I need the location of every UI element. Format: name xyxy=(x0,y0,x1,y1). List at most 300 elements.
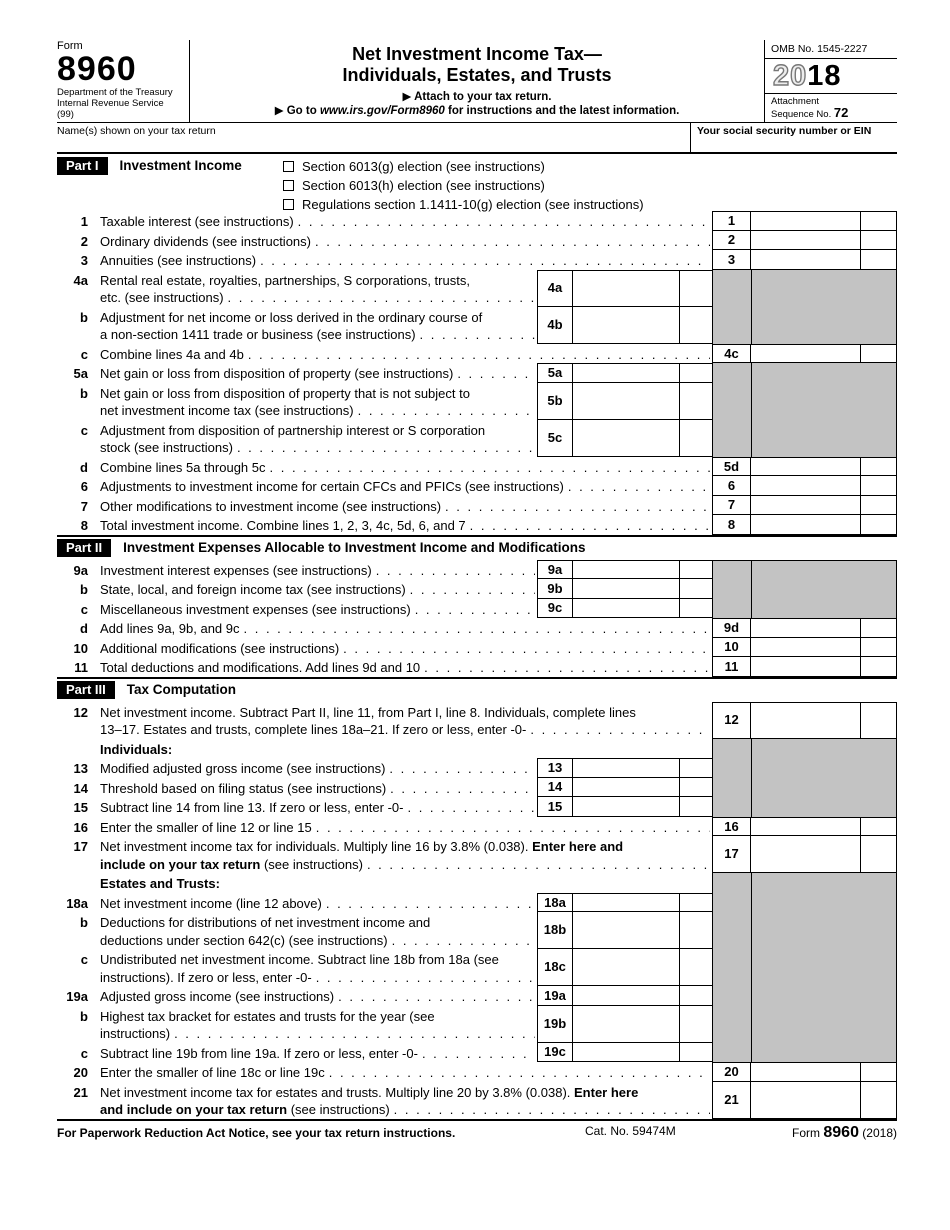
line-number: 16 xyxy=(73,819,88,835)
entry-line-label: 10 xyxy=(712,638,750,658)
line-number: d xyxy=(80,621,88,636)
line-text: a non-section 1411 trade or business (see instructions) xyxy=(100,327,416,342)
dot-leader xyxy=(363,856,710,874)
line-number xyxy=(57,739,88,759)
line-9c-row xyxy=(57,599,897,619)
dot-leader xyxy=(339,640,710,658)
line-text: instructions). If zero or less, enter -0- xyxy=(100,969,312,985)
line-6-row xyxy=(57,476,897,496)
line-text: net investment income tax (see instructions) xyxy=(100,403,354,418)
line-16-row xyxy=(57,817,897,837)
entry-line-label: 13 xyxy=(537,758,572,778)
shaded-cell xyxy=(712,560,897,580)
line-number: 10 xyxy=(73,640,88,656)
line-description xyxy=(88,515,712,535)
line-5a-amount-field[interactable] xyxy=(572,363,712,383)
dot-leader xyxy=(403,799,535,817)
entry-line-label: 5a xyxy=(537,363,572,383)
line-description xyxy=(88,250,712,270)
line-text-bold: include on your tax return xyxy=(100,856,261,872)
estates-trusts-heading-row xyxy=(57,873,897,893)
line-text: stock (see instructions) xyxy=(100,440,233,455)
line-4b-amount-field[interactable] xyxy=(572,307,712,344)
line-number: 12 xyxy=(73,704,88,720)
regulations-1411-10g-checkbox[interactable] xyxy=(283,199,294,210)
line-text: Undistributed net investment income. Subtract line 18b from 18a (see xyxy=(100,952,499,967)
individuals-heading: Individuals: xyxy=(100,741,173,757)
line-8-amount-field[interactable] xyxy=(750,515,897,535)
estates-trusts-heading: Estates and Trusts: xyxy=(100,876,220,891)
attach-note: ▶ Attach to your tax return. xyxy=(402,91,552,103)
line-number: 14 xyxy=(73,780,88,796)
taxpayer-row xyxy=(57,123,897,154)
shaded-cell xyxy=(712,778,897,798)
entry-line-label: 9d xyxy=(712,618,750,638)
line-number: 20 xyxy=(73,1065,88,1080)
line-text: etc. (see instructions) xyxy=(100,290,224,305)
line-number: 15 xyxy=(73,800,88,815)
line-description xyxy=(88,986,537,1006)
line-text: Additional modifications (see instructions) xyxy=(100,640,340,656)
goto-note xyxy=(190,103,764,117)
line-14-amount-field[interactable] xyxy=(572,778,712,798)
line-text: Deductions for distributions of net investment income and xyxy=(100,915,431,930)
entry-line-label: 11 xyxy=(712,657,750,677)
dot-leader xyxy=(244,346,710,364)
dot-leader xyxy=(420,659,710,677)
line-18a-amount-field[interactable] xyxy=(572,893,712,913)
irs-url: www.irs.gov/Form8960 xyxy=(319,105,445,117)
line-description xyxy=(88,912,537,949)
entry-line-label: 6 xyxy=(712,476,750,496)
dot-leader xyxy=(564,478,710,496)
dot-leader xyxy=(266,459,711,477)
entry-line-label: 5b xyxy=(537,383,572,420)
line-number: b xyxy=(80,915,88,930)
line-text: Adjusted gross income (see instructions) xyxy=(100,989,335,1004)
line-number: d xyxy=(80,459,88,475)
paperwork-notice: For Paperwork Reduction Act Notice, see your tax return instructions. xyxy=(57,1125,456,1140)
line-description xyxy=(88,1062,712,1082)
line-text: Net investment income. Subtract Part II, line 11, from Part I, line 8. Individuals, complete lines xyxy=(100,704,636,720)
dot-leader xyxy=(312,819,710,837)
line-18b-amount-field[interactable] xyxy=(572,912,712,949)
section-6013g-checkbox[interactable] xyxy=(283,161,294,172)
election-checkboxes xyxy=(283,157,644,214)
line-2-row xyxy=(57,231,897,251)
line-description xyxy=(88,383,537,420)
part1-badge: Part I xyxy=(57,157,108,175)
entry-line-label: 5d xyxy=(712,457,750,477)
goto-prefix: ▶ Go to xyxy=(274,105,320,117)
entry-line-label: 2 xyxy=(712,231,750,251)
line-description xyxy=(88,949,537,986)
line-10-amount-field[interactable] xyxy=(750,638,897,658)
line-description xyxy=(88,657,712,677)
line-5b-amount-field[interactable] xyxy=(572,383,712,420)
entry-line-label: 4b xyxy=(537,307,572,344)
line-11-amount-field[interactable] xyxy=(750,657,897,677)
line-number: 17 xyxy=(73,839,88,854)
attachment-label: Attachment xyxy=(771,96,820,107)
line-number: 7 xyxy=(80,498,88,514)
line-text: Other modifications to investment income (see instructions) xyxy=(100,498,442,514)
dot-leader xyxy=(466,517,710,535)
line-number: 8 xyxy=(80,518,88,533)
part2-title: Investment Expenses Allocable to Investment Income and Modifications xyxy=(123,540,586,555)
line-text: Rental real estate, royalties, partnerships, S corporations, trusts, xyxy=(100,272,470,288)
line-19c-amount-field[interactable] xyxy=(572,1043,712,1063)
line-21-row xyxy=(57,1082,897,1119)
line-text: Enter the smaller of line 18c or line 19c xyxy=(100,1065,325,1080)
line-text: Net investment income tax for individuals. Multiply line 16 by 3.8% (0.038). xyxy=(100,839,533,854)
election-6013h xyxy=(283,176,644,195)
line-text-bold: Enter here and xyxy=(532,839,624,854)
line-text: Combine lines 4a and 4b xyxy=(100,346,244,362)
line-description xyxy=(88,893,537,913)
line-description xyxy=(88,420,537,457)
dot-leader xyxy=(388,932,535,950)
line-18c-row xyxy=(57,949,897,986)
line-number: 21 xyxy=(73,1084,88,1100)
line-description xyxy=(88,758,537,778)
goto-suffix: for instructions and the latest information. xyxy=(444,105,680,117)
line-20-row xyxy=(57,1062,897,1082)
ssn-input[interactable] xyxy=(690,123,897,152)
line-description xyxy=(88,836,712,873)
entry-line-label: 14 xyxy=(537,778,572,798)
entry-line-label: 9a xyxy=(537,560,572,580)
sequence-number: 72 xyxy=(833,105,849,120)
dot-leader xyxy=(256,252,710,270)
line-number: 2 xyxy=(80,233,88,249)
line-description xyxy=(88,599,537,619)
dot-leader xyxy=(170,1025,535,1043)
line-description xyxy=(88,1082,712,1119)
part3-title: Tax Computation xyxy=(126,682,236,697)
entry-line-label: 17 xyxy=(712,836,750,873)
part3-badge: Part III xyxy=(57,681,115,699)
election-6013g xyxy=(283,157,644,176)
shaded-cell xyxy=(712,758,897,778)
form-number: 8960 xyxy=(57,50,137,88)
line-number: 3 xyxy=(80,253,88,268)
form-title-line1: Net Investment Income Tax— xyxy=(352,44,602,64)
line-7-amount-field[interactable] xyxy=(750,496,897,516)
entry-line-label: 19b xyxy=(537,1006,572,1043)
line-text: Threshold based on filing status (see instructions) xyxy=(100,780,387,796)
line-4b-row xyxy=(57,307,897,344)
line-18a-row xyxy=(57,893,897,913)
line-text: State, local, and foreign income tax (see instructions) xyxy=(100,582,406,597)
sequence-label: Sequence No. xyxy=(771,109,834,120)
line-number: b xyxy=(80,309,88,325)
shaded-cell xyxy=(712,383,897,420)
entry-line-label: 20 xyxy=(712,1062,750,1082)
shaded-cell xyxy=(712,949,897,986)
ssn-label: Your social security number or EIN xyxy=(697,125,872,137)
line-15-row xyxy=(57,797,897,817)
entry-line-label: 12 xyxy=(712,702,750,739)
omb-number: OMB No. 1545-2227 xyxy=(765,40,897,59)
line-21-amount-field[interactable] xyxy=(750,1082,897,1119)
dot-leader xyxy=(354,402,535,420)
line-description xyxy=(88,344,712,364)
line-number: 18a xyxy=(66,895,88,911)
shaded-cell xyxy=(712,270,897,307)
line-number: b xyxy=(80,582,88,597)
dot-leader xyxy=(312,969,535,987)
line-8-row xyxy=(57,515,897,535)
line-16-amount-field[interactable] xyxy=(750,817,897,837)
dot-leader xyxy=(233,439,535,457)
entry-line-label: 9b xyxy=(537,579,572,599)
line-19a-row xyxy=(57,986,897,1006)
catalog-number: Cat. No. 59474M xyxy=(585,1123,676,1138)
line-number: 11 xyxy=(74,660,88,675)
shaded-cell xyxy=(712,797,897,817)
line-text-bold: Enter here xyxy=(574,1084,639,1100)
line-text: Net investment income tax for estates and trusts. Multiply line 20 by 3.8% (0.038). xyxy=(100,1084,574,1100)
line-description xyxy=(88,1043,537,1063)
line-description xyxy=(88,363,537,383)
line-17-row xyxy=(57,836,897,873)
line-text: Adjustment from disposition of partnership interest or S corporation xyxy=(100,422,486,438)
entry-line-label: 4c xyxy=(712,344,750,364)
dot-leader xyxy=(372,562,535,580)
line-text: Enter the smaller of line 12 or line 15 xyxy=(100,819,312,835)
entry-line-label: 8 xyxy=(712,515,750,535)
line-text: Subtract line 14 from line 13. If zero or less, enter -0- xyxy=(100,800,404,815)
footer-form-word: Form xyxy=(792,1125,824,1140)
line-11-row xyxy=(57,657,897,677)
entry-line-label: 18a xyxy=(537,893,572,913)
shaded-cell xyxy=(712,873,897,893)
individuals-heading-row xyxy=(57,739,897,759)
line-4c-row xyxy=(57,344,897,364)
entry-line-label: 9c xyxy=(537,599,572,619)
section-heading xyxy=(88,873,712,893)
part3-header xyxy=(57,677,897,702)
footer-form-number: 8960 xyxy=(823,1123,859,1141)
line-text: Total investment income. Combine lines 1, 2, 3, 4c, 5d, 6, and 7 xyxy=(100,518,466,533)
entry-line-label: 18c xyxy=(537,949,572,986)
part1-title: Investment Income xyxy=(119,158,242,173)
line-number: c xyxy=(80,952,88,967)
line-17-amount-field[interactable] xyxy=(750,836,897,873)
line-9b-row xyxy=(57,579,897,599)
line-number: c xyxy=(80,1045,88,1061)
line-19b-amount-field[interactable] xyxy=(572,1006,712,1043)
line-number xyxy=(57,873,88,893)
dot-leader xyxy=(390,1101,710,1119)
line-5d-row xyxy=(57,457,897,477)
dot-leader xyxy=(224,289,535,307)
tax-year xyxy=(765,59,897,94)
agency-line: Internal Revenue Service (99) xyxy=(57,98,164,120)
line-description xyxy=(88,270,537,307)
line-text: Net gain or loss from disposition of property (see instructions) xyxy=(100,366,454,381)
dot-leader xyxy=(334,988,535,1006)
line-text: deductions under section 642(c) (see instructions) xyxy=(100,932,388,948)
line-5d-amount-field[interactable] xyxy=(750,457,897,477)
line-description xyxy=(88,1006,537,1043)
line-18c-amount-field[interactable] xyxy=(572,949,712,986)
section-heading xyxy=(88,739,712,759)
line-text: Total deductions and modifications. Add lines 9d and 10 xyxy=(100,660,421,675)
dot-leader xyxy=(453,365,535,383)
line-19a-amount-field[interactable] xyxy=(572,986,712,1006)
line-description xyxy=(88,638,712,658)
year-outline: 20 xyxy=(773,60,808,92)
checkbox-label: Regulations section 1.1411-10(g) election (see instructions) xyxy=(302,197,644,212)
name-input[interactable] xyxy=(57,123,690,152)
shaded-cell xyxy=(712,363,897,383)
line-text: 13–17. Estates and trusts, complete lines 18a–21. If zero or less, enter -0- xyxy=(100,722,527,737)
line-text: Add lines 9a, 9b, and 9c xyxy=(100,621,240,636)
form-title-line2: Individuals, Estates, and Trusts xyxy=(342,65,612,85)
dot-leader xyxy=(406,581,535,599)
line-9a-amount-field[interactable] xyxy=(572,560,712,580)
line-5c-row xyxy=(57,420,897,457)
year-solid: 18 xyxy=(807,60,842,92)
line-text: Combine lines 5a through 5c xyxy=(100,459,266,475)
dot-leader xyxy=(418,1045,535,1063)
line-1-amount-field[interactable] xyxy=(750,211,897,231)
line-number: b xyxy=(80,1008,88,1024)
line-5c-amount-field[interactable] xyxy=(572,420,712,457)
form-header xyxy=(57,40,897,123)
line-text: (see instructions) xyxy=(287,1102,390,1117)
line-number: 13 xyxy=(73,761,88,776)
dot-leader xyxy=(416,326,535,344)
line-3-amount-field[interactable] xyxy=(750,250,897,270)
form-footer xyxy=(57,1119,897,1142)
dot-leader xyxy=(441,498,710,516)
line-7-row xyxy=(57,496,897,516)
line-10-row xyxy=(57,638,897,658)
shaded-cell xyxy=(712,1043,897,1063)
dot-leader xyxy=(411,601,535,619)
line-text: Adjustments to investment income for certain CFCs and PFICs (see instructions) xyxy=(100,479,564,494)
line-9d-row xyxy=(57,618,897,638)
dot-leader xyxy=(240,620,711,638)
entry-line-label: 16 xyxy=(712,817,750,837)
dot-leader xyxy=(526,721,710,739)
entry-line-label: 18b xyxy=(537,912,572,949)
line-18b-row xyxy=(57,912,897,949)
line-13-amount-field[interactable] xyxy=(572,758,712,778)
entry-line-label: 5c xyxy=(537,420,572,457)
line-description xyxy=(88,817,712,837)
line-description xyxy=(88,618,712,638)
dot-leader xyxy=(385,760,535,778)
line-4a-row xyxy=(57,270,897,307)
line-9d-amount-field[interactable] xyxy=(750,618,897,638)
shaded-cell xyxy=(712,1006,897,1043)
line-text: Investment interest expenses (see instructions) xyxy=(100,562,372,578)
line-description xyxy=(88,476,712,496)
line-text-bold: and include on your tax return xyxy=(100,1102,288,1117)
line-4a-amount-field[interactable] xyxy=(572,270,712,307)
line-description xyxy=(88,702,712,739)
line-14-row xyxy=(57,778,897,798)
line-number: 6 xyxy=(80,479,88,494)
line-description xyxy=(88,457,712,477)
shaded-cell xyxy=(712,579,897,599)
line-number: 9a xyxy=(73,562,88,578)
line-text: Net gain or loss from disposition of property that is not subject to xyxy=(100,385,470,401)
entry-line-label: 19c xyxy=(537,1043,572,1063)
entry-line-label: 1 xyxy=(712,211,750,231)
section-6013h-checkbox[interactable] xyxy=(283,180,294,191)
checkbox-label: Section 6013(h) election (see instructions) xyxy=(302,178,545,193)
shaded-cell xyxy=(712,986,897,1006)
entry-line-label: 19a xyxy=(537,986,572,1006)
line-4c-amount-field[interactable] xyxy=(750,344,897,364)
agency-line: Department of the Treasury xyxy=(57,86,173,98)
part2-badge: Part II xyxy=(57,539,111,557)
footer-form-year: (2018) xyxy=(858,1125,897,1140)
line-19c-row xyxy=(57,1043,897,1063)
election-1411-10g xyxy=(283,195,644,214)
line-5b-row xyxy=(57,383,897,420)
shaded-cell xyxy=(712,307,897,344)
line-text: Ordinary dividends (see instructions) xyxy=(100,233,311,249)
footer-form-id xyxy=(792,1124,897,1142)
line-text: Adjustment for net income or loss derived in the ordinary course of xyxy=(100,309,483,325)
dot-leader xyxy=(322,895,535,913)
name-label: Name(s) shown on your tax return xyxy=(57,125,216,137)
shaded-cell xyxy=(712,893,897,913)
entry-line-label: 21 xyxy=(712,1082,750,1119)
line-2-amount-field[interactable] xyxy=(750,231,897,251)
line-description xyxy=(88,797,537,817)
line-20-amount-field[interactable] xyxy=(750,1062,897,1082)
line-text: Taxable interest (see instructions) xyxy=(100,214,294,229)
shaded-cell xyxy=(712,739,897,759)
line-number: c xyxy=(80,346,88,362)
line-9a-row xyxy=(57,560,897,580)
line-description xyxy=(88,496,712,516)
line-description xyxy=(88,231,712,251)
line-description xyxy=(88,560,537,580)
line-text: instructions) xyxy=(100,1026,171,1041)
line-text: Subtract line 19b from line 19a. If zero or less, enter -0- xyxy=(100,1045,418,1061)
form-number-block xyxy=(57,40,190,122)
form-title-block xyxy=(190,40,764,122)
form-word: Form xyxy=(57,40,83,52)
line-text: Net investment income (line 12 above) xyxy=(100,895,322,911)
line-number: 4a xyxy=(73,272,88,288)
line-number: 19a xyxy=(66,989,88,1004)
part2-header xyxy=(57,535,897,560)
line-15-amount-field[interactable] xyxy=(572,797,712,817)
entry-line-label: 7 xyxy=(712,496,750,516)
line-9c-amount-field[interactable] xyxy=(572,599,712,619)
line-9b-amount-field[interactable] xyxy=(572,579,712,599)
shaded-cell xyxy=(712,912,897,949)
line-number: 5a xyxy=(73,366,88,381)
line-number: c xyxy=(80,601,88,617)
line-text: Annuities (see instructions) xyxy=(100,253,257,268)
line-text: (see instructions) xyxy=(260,856,363,872)
entry-line-label: 3 xyxy=(712,250,750,270)
line-6-amount-field[interactable] xyxy=(750,476,897,496)
line-12-amount-field[interactable] xyxy=(750,702,897,739)
line-5a-row xyxy=(57,363,897,383)
shaded-cell xyxy=(712,599,897,619)
